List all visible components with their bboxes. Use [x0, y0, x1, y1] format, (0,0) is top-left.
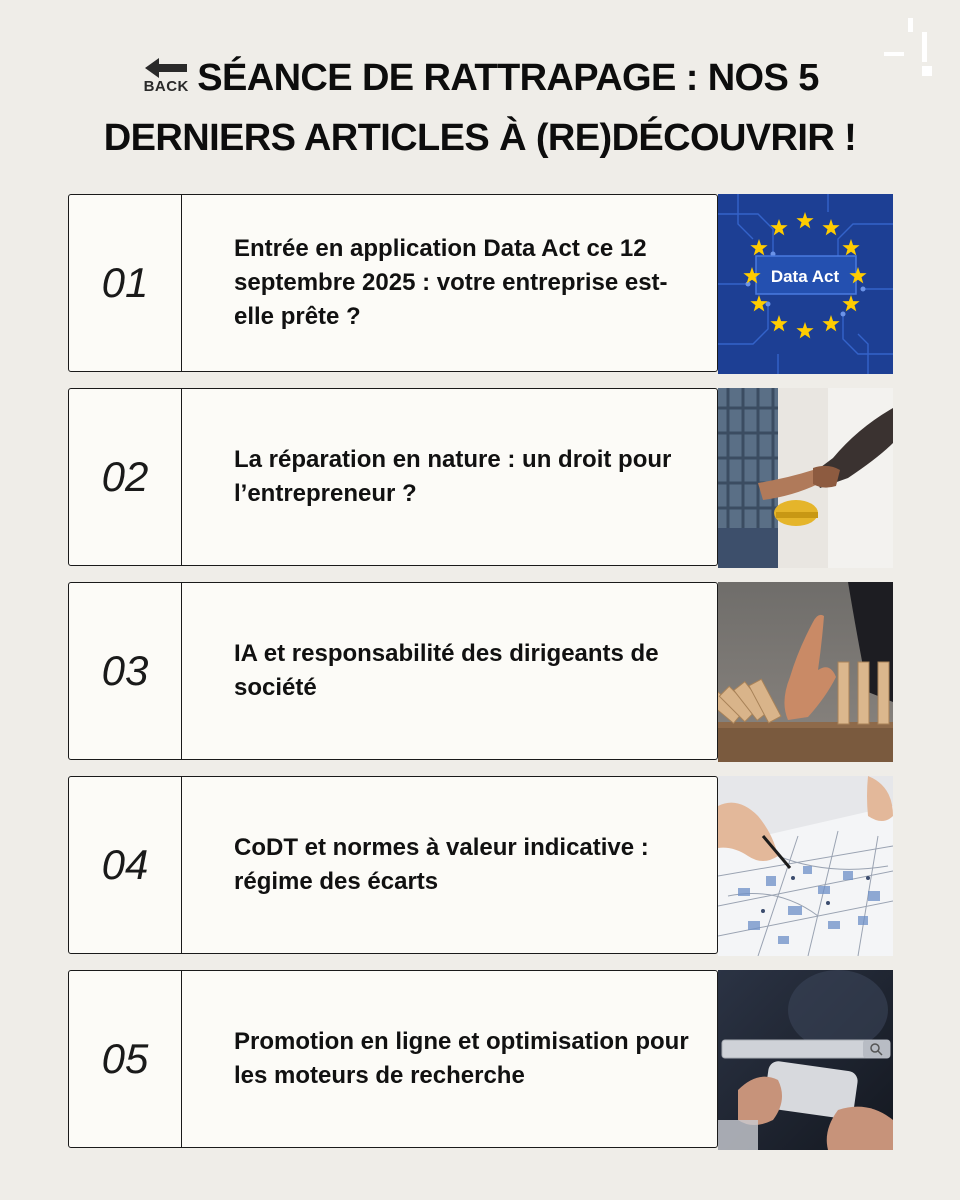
back-label: BACK	[143, 77, 189, 95]
article-card-box[interactable]	[68, 582, 718, 760]
article-card-box[interactable]	[68, 970, 718, 1148]
article-number: 05	[69, 971, 182, 1147]
article-title[interactable]: CoDT et normes à valeur indicative : régime des écarts	[234, 834, 649, 895]
article-image-search[interactable]	[718, 970, 893, 1150]
article-number: 01	[69, 195, 182, 371]
article-number: 04	[69, 777, 182, 953]
article-number: 02	[69, 389, 182, 565]
arrow-left-icon	[143, 57, 189, 79]
article-card-box[interactable]	[68, 776, 718, 954]
page-title-line-1	[0, 48, 960, 108]
title-text-1: SÉANCE DE RATTRAPAGE : NOS 5	[197, 57, 819, 99]
article-card-5[interactable]	[68, 970, 893, 1150]
article-image-dominoes[interactable]	[718, 582, 893, 762]
article-image-handshake[interactable]	[718, 388, 893, 568]
article-title[interactable]: Promotion en ligne et optimisation pour les moteurs de recherche	[234, 1028, 689, 1089]
data-act-image-label: Data Act	[770, 267, 840, 286]
article-image-map[interactable]	[718, 776, 893, 956]
article-title[interactable]: La réparation en nature : un droit pour l’entrepreneur ?	[234, 446, 672, 507]
page-title-line-2: DERNIERS ARTICLES À (RE)DÉCOUVRIR !	[103, 117, 857, 159]
article-card-4[interactable]	[68, 776, 893, 956]
article-number: 03	[69, 583, 182, 759]
article-card-2[interactable]	[68, 388, 893, 568]
article-image-data-act[interactable]	[718, 194, 893, 374]
back-button[interactable]	[141, 57, 191, 95]
article-card-1[interactable]	[68, 194, 893, 374]
article-card-3[interactable]	[68, 582, 893, 762]
article-title[interactable]: Entrée en application Data Act ce 12 septembre 2025 : votre entreprise est-elle prête ?	[234, 235, 668, 330]
article-card-box[interactable]	[68, 388, 718, 566]
article-title[interactable]: IA et responsabilité des dirigeants de société	[234, 640, 659, 701]
page-header	[0, 48, 960, 168]
article-card-box[interactable]	[68, 194, 718, 372]
